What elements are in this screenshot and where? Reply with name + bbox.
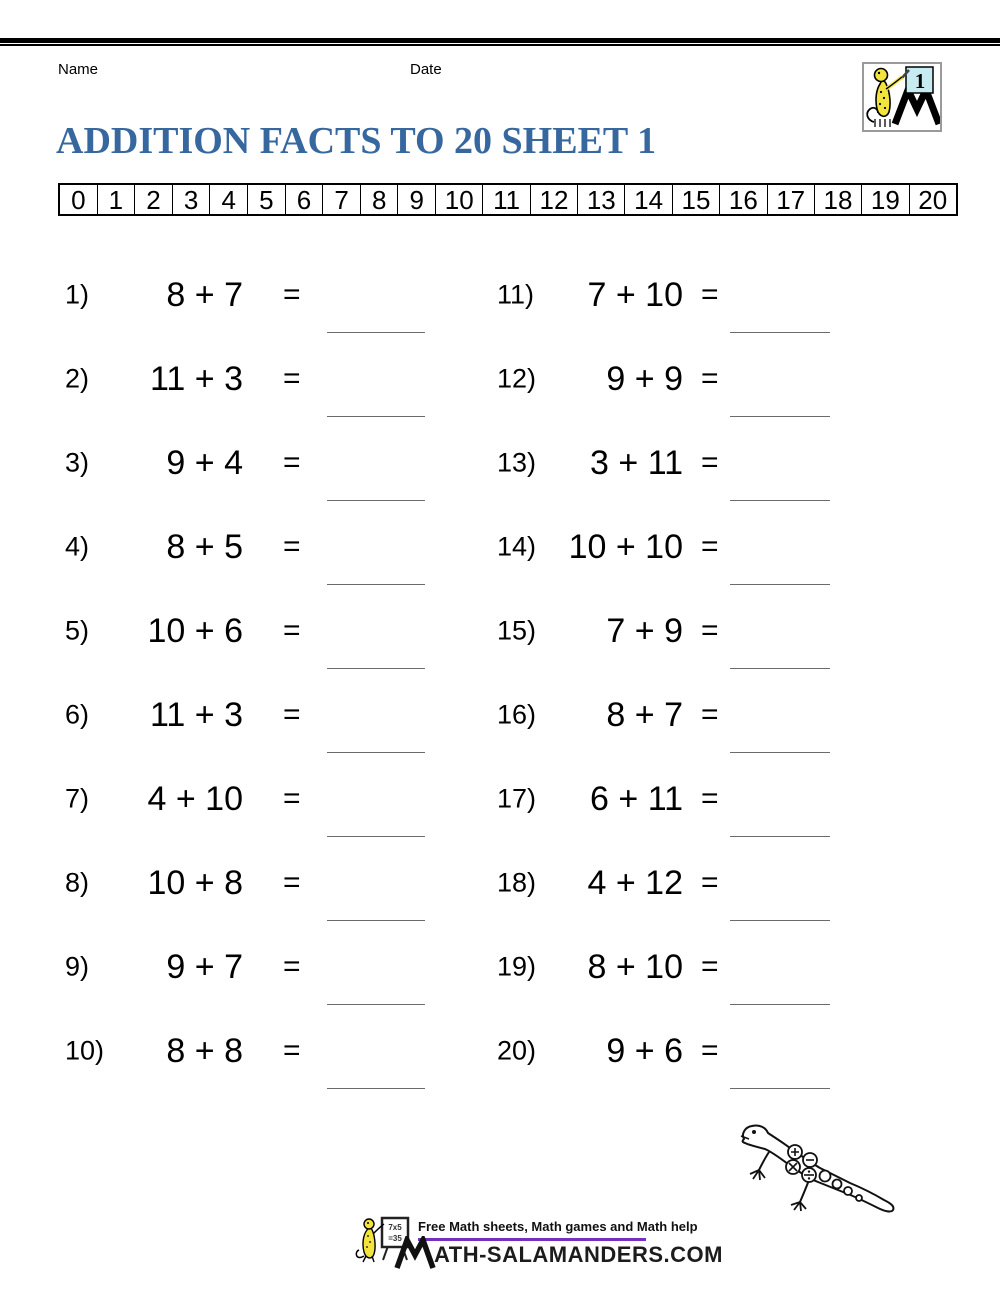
problem-expression: 7 + 10: [587, 276, 683, 314]
answer-blank[interactable]: [327, 500, 425, 501]
answer-blank[interactable]: [327, 1088, 425, 1089]
problem-expression: 11 + 3: [150, 360, 243, 398]
number-line-cell: 1: [98, 185, 136, 214]
page-title: ADDITION FACTS TO 20 SHEET 1: [56, 120, 657, 162]
equals-sign: =: [701, 1034, 719, 1067]
equals-sign: =: [283, 1034, 301, 1067]
footer-branding: [352, 1216, 723, 1272]
problem-expression: 8 + 5: [166, 528, 243, 566]
problems-column-right: [490, 253, 890, 1093]
problem-number: 14): [497, 531, 537, 562]
number-line-cell: 2: [135, 185, 173, 214]
answer-blank[interactable]: [730, 332, 830, 333]
salamander-drawing: [738, 1122, 896, 1222]
problem-expression: 6 + 11: [590, 780, 683, 818]
problem-number: 7): [65, 783, 90, 814]
equals-sign: =: [283, 782, 301, 815]
equals-sign: =: [283, 362, 301, 395]
problem-number: 9): [65, 951, 90, 982]
problem-row: [58, 421, 458, 505]
problem-number: 4): [65, 531, 90, 562]
number-line-cell: 0: [60, 185, 98, 214]
answer-blank[interactable]: [327, 668, 425, 669]
problem-number: 18): [497, 867, 537, 898]
equals-sign: =: [701, 530, 719, 563]
problem-row: [490, 505, 890, 589]
problem-number: 12): [497, 363, 537, 394]
problem-row: [58, 589, 458, 673]
number-line-cell: 15: [673, 185, 720, 214]
mini-board-line2: =35: [388, 1234, 402, 1243]
answer-blank[interactable]: [327, 752, 425, 753]
equals-sign: =: [701, 866, 719, 899]
problem-expression: 9 + 7: [166, 948, 243, 986]
number-line-cell: 18: [815, 185, 862, 214]
problem-number: 13): [497, 447, 537, 478]
problem-expression: 10 + 8: [147, 864, 243, 902]
number-line-cell: 13: [578, 185, 625, 214]
problem-expression: 7 + 9: [606, 612, 683, 650]
problem-number: 19): [497, 951, 537, 982]
problem-expression: 4 + 10: [147, 780, 243, 818]
answer-blank[interactable]: [730, 1004, 830, 1005]
problem-number: 16): [497, 699, 537, 730]
number-line-cell: 19: [862, 185, 909, 214]
number-line-cell: 9: [398, 185, 436, 214]
answer-blank[interactable]: [730, 1088, 830, 1089]
number-line-cell: 10: [436, 185, 483, 214]
equals-sign: =: [701, 362, 719, 395]
number-line-cell: 11: [483, 185, 530, 214]
answer-blank[interactable]: [730, 836, 830, 837]
problem-number: 8): [65, 867, 90, 898]
problem-row: [490, 673, 890, 757]
equals-sign: =: [283, 614, 301, 647]
problem-row: [58, 505, 458, 589]
equals-sign: =: [283, 698, 301, 731]
problem-expression: 9 + 9: [606, 360, 683, 398]
problem-number: 3): [65, 447, 90, 478]
problem-expression: 4 + 12: [587, 864, 683, 902]
problem-row: [58, 925, 458, 1009]
answer-blank[interactable]: [730, 416, 830, 417]
salamander-badge-icon: [864, 64, 940, 130]
date-label: Date: [410, 61, 442, 78]
problem-expression: 8 + 7: [606, 696, 683, 734]
footer-tagline: Free Math sheets, Math games and Math help: [418, 1219, 698, 1234]
problem-row: [490, 1009, 890, 1093]
equals-sign: =: [701, 446, 719, 479]
problem-row: [58, 1009, 458, 1093]
equals-sign: =: [701, 614, 719, 647]
problem-row: [490, 757, 890, 841]
number-line-cell: 14: [625, 185, 672, 214]
answer-blank[interactable]: [730, 920, 830, 921]
salamander-drawing-icon: [738, 1122, 896, 1217]
answer-blank[interactable]: [327, 584, 425, 585]
problem-row: [490, 421, 890, 505]
equals-sign: =: [283, 278, 301, 311]
answer-blank[interactable]: [327, 416, 425, 417]
problem-row: [58, 337, 458, 421]
number-line-cell: 12: [531, 185, 578, 214]
badge-number: 1: [914, 69, 926, 93]
mini-board-line1: 7x5: [388, 1223, 402, 1232]
problem-expression: 8 + 8: [166, 1032, 243, 1070]
equals-sign: =: [701, 950, 719, 983]
problem-row: [58, 673, 458, 757]
equals-sign: =: [283, 866, 301, 899]
answer-blank[interactable]: [730, 500, 830, 501]
top-rule: [0, 38, 1000, 46]
problem-number: 5): [65, 615, 90, 646]
equals-sign: =: [283, 530, 301, 563]
answer-blank[interactable]: [327, 1004, 425, 1005]
problem-expression: 3 + 11: [590, 444, 683, 482]
problem-number: 20): [497, 1035, 537, 1066]
problem-number: 17): [497, 783, 537, 814]
problem-number: 11): [497, 279, 535, 310]
problems-column-left: [58, 253, 458, 1093]
number-line-cell: 20: [918, 184, 948, 215]
number-line-cell: 6: [286, 185, 324, 214]
problem-row: [490, 589, 890, 673]
problem-expression: 8 + 10: [587, 948, 683, 986]
problem-row: [58, 841, 458, 925]
number-line-cell: 16: [720, 185, 767, 214]
answer-blank[interactable]: [327, 920, 425, 921]
name-label: Name: [58, 61, 99, 78]
logo-m-icon: [394, 1236, 436, 1270]
answer-blank[interactable]: [327, 332, 425, 333]
problem-row: [490, 253, 890, 337]
answer-blank[interactable]: [730, 752, 830, 753]
problem-number: 10): [65, 1035, 105, 1066]
problem-expression: 10 + 6: [147, 612, 243, 650]
number-line-cell: 8: [361, 185, 399, 214]
problem-expression: 8 + 7: [166, 276, 243, 314]
number-line-cell: 4: [210, 185, 248, 214]
footer-site-name: ATH-SALAMANDERS.COM: [434, 1242, 723, 1267]
problem-expression: 9 + 4: [166, 444, 243, 482]
answer-blank[interactable]: [730, 584, 830, 585]
problem-row: [490, 841, 890, 925]
problem-number: 15): [497, 615, 537, 646]
problem-row: [58, 253, 458, 337]
number-line-0-20: [58, 183, 958, 216]
number-line-cell: 7: [323, 185, 361, 214]
footer-purple-rule: [418, 1238, 646, 1241]
problem-number: 1): [65, 279, 90, 310]
answer-blank[interactable]: [327, 836, 425, 837]
equals-sign: =: [701, 698, 719, 731]
equals-sign: =: [283, 950, 301, 983]
problem-row: [490, 925, 890, 1009]
number-line-cell: 3: [173, 185, 211, 214]
problem-row: [490, 337, 890, 421]
problem-expression: 9 + 6: [606, 1032, 683, 1070]
math-salamanders-badge: [862, 62, 942, 132]
equals-sign: =: [701, 782, 719, 815]
equals-sign: =: [283, 446, 301, 479]
number-line-cell: 5: [248, 185, 286, 214]
problem-number: 2): [65, 363, 90, 394]
number-line-cell: 17: [768, 185, 815, 214]
equals-sign: =: [701, 278, 719, 311]
answer-blank[interactable]: [730, 668, 830, 669]
problem-expression: 10 + 10: [568, 528, 683, 566]
problem-number: 6): [65, 699, 90, 730]
problem-row: [58, 757, 458, 841]
problem-expression: 11 + 3: [150, 696, 243, 734]
